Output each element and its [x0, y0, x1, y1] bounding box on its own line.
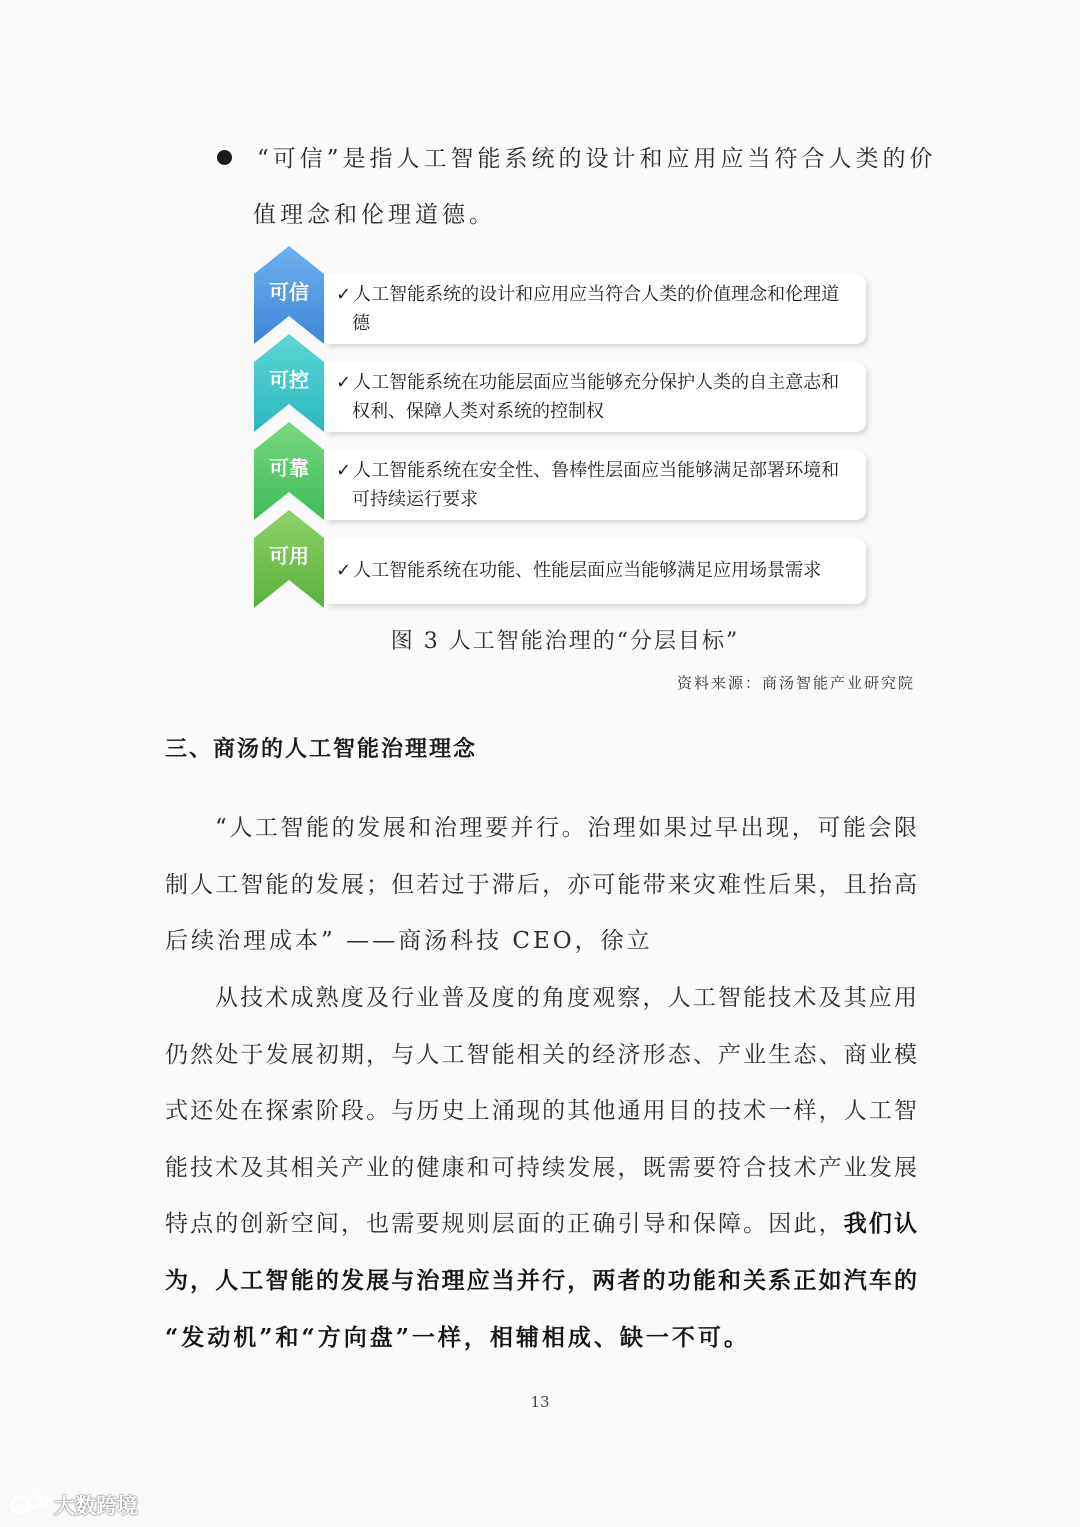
- goal-description-line: 可持续运行要求: [352, 489, 478, 510]
- layered-goals-figure: [254, 246, 868, 608]
- check-icon: ✓: [336, 560, 352, 581]
- check-icon: ✓: [336, 284, 352, 305]
- page-number: 13: [530, 1393, 550, 1411]
- goal-description-text: [336, 368, 860, 426]
- paragraph-text: 特点的创新空间，也需要规则层面的正确引导和保障。因此，: [165, 1211, 844, 1237]
- goal-description-line: 人工智能系统在功能、性能层面应当能够满足应用场景需求: [353, 560, 822, 581]
- paragraph-line: 仍然处于发展初期，与人工智能相关的经济形态、产业生态、商业模: [165, 1042, 917, 1068]
- watermark: [10, 1490, 138, 1520]
- goal-layer: [254, 510, 868, 594]
- paragraph-bold-text: 我们认: [843, 1210, 918, 1237]
- goal-description-text: [336, 556, 860, 585]
- goal-layer-label: 可用: [269, 544, 309, 568]
- paragraph-bold-line: “发动机”和“方向盘”一样，相辅相成、缺一不可。: [165, 1324, 750, 1351]
- goal-description-line: 权利、保障人类对系统的控制权: [352, 401, 604, 422]
- goal-description-line: 德: [352, 313, 370, 334]
- goal-layer: [254, 246, 868, 334]
- paragraph-bold-line: 为，人工智能的发展与治理应当并行，两者的功能和关系正如汽车的: [165, 1267, 917, 1294]
- quote-line: 后续治理成本” ——商汤科技 CEO，徐立: [165, 928, 653, 954]
- goal-layer: [254, 422, 868, 510]
- figure-source: 资料来源：商汤智能产业研究院: [676, 674, 915, 692]
- check-icon: ✓: [336, 460, 352, 481]
- goal-description-box: [326, 538, 866, 604]
- goal-description-line: 人工智能系统在功能层面应当能够充分保护人类的自主意志和: [353, 372, 840, 393]
- goal-layer-label: 可控: [269, 368, 309, 392]
- goal-description-text: [336, 280, 860, 338]
- section-heading: 三、商汤的人工智能治理理念: [165, 736, 478, 762]
- paragraph-line: 从技术成熟度及行业普及度的角度观察，人工智能技术及其应用: [215, 985, 917, 1011]
- goal-layer-label: 可信: [269, 280, 309, 304]
- goal-description-line: 人工智能系统在安全性、鲁棒性层面应当能够满足部署环境和: [353, 460, 840, 481]
- goal-description-line: 人工智能系统的设计和应用应当符合人类的价值理念和伦理道: [353, 284, 840, 305]
- watermark-text: 大数跨境: [54, 1494, 138, 1518]
- figure-caption: 图 3 人工智能治理的“分层目标”: [390, 629, 740, 654]
- paragraph-line: 式还处在探索阶段。与历史上涌现的其他通用目的技术一样，人工智: [165, 1098, 917, 1124]
- bullet-text-line: 值理念和伦理道德。: [253, 202, 496, 228]
- goal-layer-label: 可靠: [269, 456, 309, 480]
- bullet-dot: [217, 150, 232, 165]
- paragraph-line: 能技术及其相关产业的健康和可持续发展，既需要符合技术产业发展: [165, 1155, 917, 1181]
- check-icon: ✓: [336, 372, 352, 393]
- paragraph-line: [165, 1196, 917, 1252]
- goal-description-text: [336, 456, 860, 514]
- quote-line: 制人工智能的发展；但若过于滞后，亦可能带来灾难性后果，且抬高: [165, 872, 917, 898]
- quote-line: “人工智能的发展和治理要并行。治理如果过早出现，可能会限: [215, 815, 917, 841]
- bullet-text-line: “可信”是指人工智能系统的设计和应用应当符合人类的价: [257, 146, 937, 172]
- watermark-logo-icon: [10, 1492, 50, 1518]
- goal-layer: [254, 334, 868, 422]
